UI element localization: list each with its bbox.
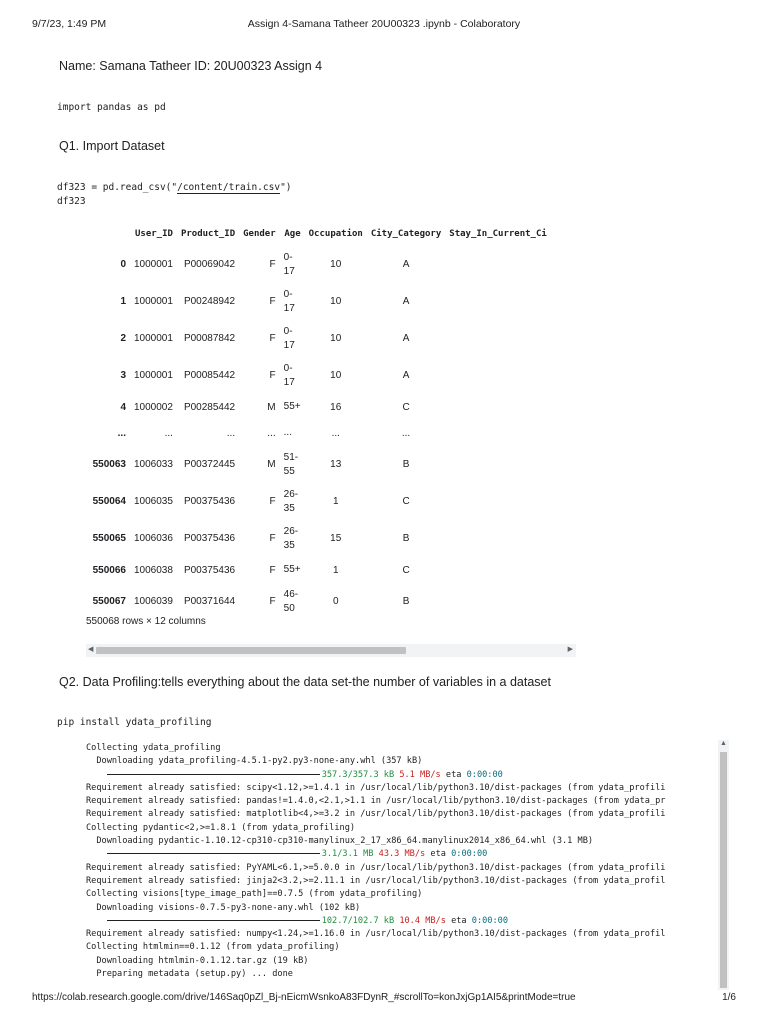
read-csv-path: /content/train.csv (177, 182, 281, 193)
table-cell: ... (401, 427, 411, 439)
age-part: 51- (283, 451, 299, 463)
q2-heading: Q2. Data Profiling:tells everything about the data set-the number of variables in a dataset (59, 675, 551, 689)
print-url: https://colab.research.google.com/drive/146Saq0pZl_Bj-nEicmWsnkoA83FDynR_#scrollTo=konJxjGp1AI5&printMode=true (32, 992, 576, 1003)
table-cell (280, 483, 305, 520)
pip-code-cell[interactable]: pip install ydata_profiling (57, 717, 212, 728)
table-cell: 10 (330, 296, 342, 307)
output-line (86, 875, 665, 888)
output-line (86, 769, 665, 782)
table-cell (445, 446, 551, 483)
table-row (86, 283, 551, 320)
table-cell: 1000001 (134, 333, 173, 344)
table-cell: 550065 (92, 533, 126, 544)
table-cell: F (269, 596, 276, 607)
output-segment: Requirement already satisfied: PyYAML<6.1,>=5.0.0 in /usr/local/lib/python3.10/dist-packages (from ydata_profili (86, 862, 666, 873)
table-cell: ... (267, 427, 276, 439)
table-header-row (86, 222, 551, 246)
output-line (86, 928, 665, 941)
table-cell (445, 394, 551, 420)
table-cell: 10 (330, 370, 342, 381)
pip-output-text (86, 742, 665, 981)
age-part: 0- (283, 362, 293, 374)
table-cell (280, 520, 305, 557)
output-line (86, 902, 665, 915)
output-segment: Collecting htmlmin==0.1.12 (from ydata_profiling) (86, 942, 340, 953)
table-cell (280, 557, 305, 583)
output-segment: Downloading pydantic-1.10.12-cp310-cp310-manylinux_2_17_x86_64.manylinux2014_x86_64.whl (3.1 MB) (86, 836, 594, 847)
table-cell: 1000001 (134, 259, 173, 270)
table-cell: F (269, 370, 276, 381)
chevron-right-icon[interactable]: ▶ (567, 646, 573, 653)
output-line (86, 742, 665, 755)
table-cell: P00087842 (183, 333, 236, 344)
column-header: City_Category (370, 229, 442, 239)
table-cell: P00375436 (183, 533, 236, 544)
output-line (86, 782, 665, 795)
table-cell (445, 320, 551, 357)
table-cell: ... (226, 427, 236, 439)
read-csv-suffix: ") (280, 182, 292, 193)
table-row (86, 320, 551, 357)
column-header: Gender (243, 229, 276, 239)
table-cell: 1000002 (134, 401, 173, 413)
table-cell: 1006038 (134, 564, 173, 576)
table-cell: C (402, 564, 410, 576)
table-cell: 1000001 (134, 370, 173, 381)
age-part: 17 (283, 339, 295, 351)
table-row (86, 520, 551, 557)
table-cell: 3 (120, 370, 126, 381)
table-cell (280, 357, 305, 394)
import-code-cell[interactable]: import pandas as pd (57, 102, 166, 113)
output-line (86, 755, 665, 768)
output-line (86, 941, 665, 954)
table-cell: P00069042 (183, 259, 236, 270)
output-segment: 0:00:00 (466, 769, 503, 780)
print-title: Assign 4-Samana Tatheer 20U00323 .ipynb - Colaboratory (247, 18, 521, 30)
output-line (86, 835, 665, 848)
output-line (86, 795, 665, 808)
table-cell: 10 (330, 259, 342, 270)
page-number: 1/6 (722, 992, 736, 1003)
print-footer (32, 992, 736, 1006)
table-cell: 550063 (92, 459, 126, 470)
output-segment: Downloading htmlmin-0.1.12.tar.gz (19 kB) (86, 955, 309, 966)
age-part: 0- (283, 251, 293, 263)
table-cell: ... (117, 427, 126, 439)
table-cell (445, 283, 551, 320)
table-cell: A (402, 259, 410, 270)
vertical-scrollbar[interactable] (718, 740, 729, 990)
table-cell: 13 (330, 459, 342, 470)
table-cell: P00375436 (183, 496, 236, 507)
output-segment: 43.3 MB/s (378, 849, 426, 860)
output-segment: 357.3/357.3 kB (321, 769, 395, 780)
table-cell: M (267, 401, 276, 413)
table-cell: 1006039 (134, 596, 173, 607)
table-cell: P00375436 (183, 564, 236, 576)
table-cell (280, 583, 305, 620)
print-timestamp: 9/7/23, 1:49 PM (32, 18, 107, 30)
column-header: Age (284, 229, 301, 239)
table-cell (280, 320, 305, 357)
table-cell: 550067 (92, 596, 126, 607)
age-part: 26- (283, 488, 299, 500)
output-line (86, 955, 665, 968)
table-cell: 4 (120, 401, 126, 413)
table-cell: 1 (332, 496, 339, 507)
age-part: 26- (283, 525, 299, 537)
table-cell (280, 283, 305, 320)
output-segment: Collecting visions[type_image_path]==0.7.5 (from ydata_profiling) (86, 889, 423, 900)
table-row (86, 394, 551, 420)
output-segment: 3.1/3.1 MB (321, 849, 374, 860)
table-cell: A (402, 296, 410, 307)
dataframe-table (86, 222, 551, 620)
table-cell (280, 246, 305, 283)
output-segment: Downloading ydata_profiling-4.5.1-py2.py3-none-any.whl (357 kB) (86, 756, 423, 767)
chevron-left-icon[interactable]: ◀ (88, 646, 94, 653)
table-cell: B (402, 533, 410, 544)
table-cell: 1006036 (134, 533, 173, 544)
table-cell: 2 (120, 333, 126, 344)
table-cell: F (269, 296, 276, 307)
horizontal-scrollbar[interactable] (86, 644, 576, 657)
progress-bar (107, 853, 320, 854)
table-cell: ... (331, 427, 340, 439)
progress-bar (107, 774, 320, 775)
table-cell: 1006033 (134, 459, 173, 470)
table-cell: F (269, 333, 276, 344)
table-cell: 16 (330, 401, 342, 413)
output-segment: Requirement already satisfied: numpy<1.24,>=1.16.0 in /usr/local/lib/python3.10/dist-packages (from ydata_profil (86, 929, 666, 940)
table-row (86, 583, 551, 620)
table-cell: A (402, 370, 410, 381)
q1-heading: Q1. Import Dataset (59, 139, 165, 153)
table-cell: 550066 (92, 564, 126, 576)
table-cell: P00372445 (183, 459, 236, 470)
table-row (86, 557, 551, 583)
table-cell: 550064 (92, 496, 126, 507)
output-line (86, 848, 665, 861)
age-part: 55+ (283, 401, 301, 412)
index-header (86, 222, 130, 246)
column-header: User_ID (135, 229, 173, 239)
output-line (86, 808, 665, 821)
table-row (86, 420, 551, 446)
age-part: 35 (283, 502, 295, 514)
table-cell (280, 446, 305, 483)
chevron-up-icon[interactable]: ▲ (720, 740, 727, 747)
name-line: Name: Samana Tatheer ID: 20U00323 Assign 4 (59, 59, 323, 73)
table-cell: F (269, 496, 276, 507)
age-part: 46- (283, 588, 299, 600)
output-segment: Requirement already satisfied: scipy<1.12,>=1.4.1 in /usr/local/lib/python3.10/dist-packages (from ydata_profili (86, 782, 666, 793)
output-line (86, 915, 665, 928)
output-segment: 0:00:00 (451, 849, 488, 860)
age-part: 35 (283, 539, 295, 551)
table-row (86, 446, 551, 483)
output-segment: Requirement already satisfied: pandas!=1.4.0,<2.1,>1.1 in /usr/local/lib/python3.10/dist-packages (from ydata_pr (86, 796, 666, 807)
table-row (86, 483, 551, 520)
table-cell (445, 583, 551, 620)
output-segment: eta (425, 849, 452, 860)
table-cell (445, 357, 551, 394)
output-segment: Downloading visions-0.7.5-py3-none-any.whl (102 kB) (86, 902, 361, 913)
dataframe-shape: 550068 rows × 12 columns (86, 616, 206, 627)
age-part: 55+ (283, 564, 301, 575)
output-segment: 5.1 MB/s (399, 769, 441, 780)
table-cell: F (269, 533, 276, 544)
table-cell: 1006035 (134, 496, 173, 507)
output-segment: 0:00:00 (471, 915, 508, 926)
output-segment: Requirement already satisfied: jinja2<3.2,>=2.11.1 in /usr/local/lib/python3.10/dist-packages (from ydata_profil (86, 875, 666, 886)
table-cell: C (402, 496, 410, 507)
read-csv-code-cell[interactable] (57, 181, 292, 208)
table-cell: B (402, 596, 410, 607)
table-cell (445, 557, 551, 583)
table-cell (280, 394, 305, 420)
table-cell: F (269, 564, 276, 576)
table-cell: M (267, 459, 276, 470)
table-cell (445, 246, 551, 283)
column-header: Stay_In_Current_Ci (449, 229, 547, 239)
pip-output (84, 742, 730, 990)
table-cell: 15 (330, 533, 342, 544)
table-cell: P00371644 (183, 596, 236, 607)
output-line (86, 968, 665, 981)
table-cell: 1 (120, 296, 126, 307)
output-segment: Collecting pydantic<2,>=1.8.1 (from ydata_profiling) (86, 822, 356, 833)
age-part: 55 (283, 465, 295, 477)
age-part: 0- (283, 288, 293, 300)
output-line (86, 822, 665, 835)
age-part: 17 (283, 376, 295, 388)
read-csv-prefix: df323 = pd.read_csv(" (57, 182, 178, 193)
age-part: 17 (283, 302, 295, 314)
output-line (86, 888, 665, 901)
scroll-thumb[interactable] (720, 752, 727, 988)
age-part: 0- (283, 325, 293, 337)
table-cell (445, 520, 551, 557)
output-segment: eta (445, 915, 472, 926)
table-cell: 1 (332, 564, 339, 576)
table-cell: 1000001 (134, 296, 173, 307)
table-cell: B (402, 459, 410, 470)
table-cell: ... (164, 427, 173, 439)
table-cell: C (402, 401, 410, 413)
age-part: ... (283, 427, 292, 438)
table-cell (445, 420, 551, 446)
table-cell: P00285442 (183, 401, 236, 413)
dataframe-output (86, 222, 576, 650)
column-header: Product_ID (180, 229, 236, 239)
table-row (86, 246, 551, 283)
table-row (86, 357, 551, 394)
table-cell: F (269, 259, 276, 270)
scroll-thumb[interactable] (96, 647, 406, 654)
output-segment: 10.4 MB/s (399, 915, 446, 926)
dataframe-body (86, 246, 551, 620)
progress-bar (107, 920, 320, 921)
output-segment: Preparing metadata (setup.py) ... done (86, 969, 293, 980)
table-cell: P00085442 (183, 370, 236, 381)
age-part: 50 (283, 602, 295, 614)
table-cell: P00248942 (183, 296, 236, 307)
output-segment: 102.7/102.7 kB (321, 915, 395, 926)
column-header: Occupation (308, 229, 363, 239)
print-header (32, 18, 736, 32)
table-cell: 0 (120, 259, 126, 270)
table-cell (445, 483, 551, 520)
table-cell: A (402, 333, 410, 344)
age-part: 17 (283, 265, 295, 277)
output-segment: eta (440, 769, 467, 780)
output-segment: Collecting ydata_profiling (86, 743, 221, 753)
output-line (86, 862, 665, 875)
table-cell (280, 420, 305, 446)
table-cell: 10 (330, 333, 342, 344)
output-segment: Requirement already satisfied: matplotlib<4,>=3.2 in /usr/local/lib/python3.10/dist-packages (from ydata_profili (86, 809, 666, 820)
df-variable: df323 (57, 195, 86, 207)
table-cell: 0 (332, 596, 339, 607)
